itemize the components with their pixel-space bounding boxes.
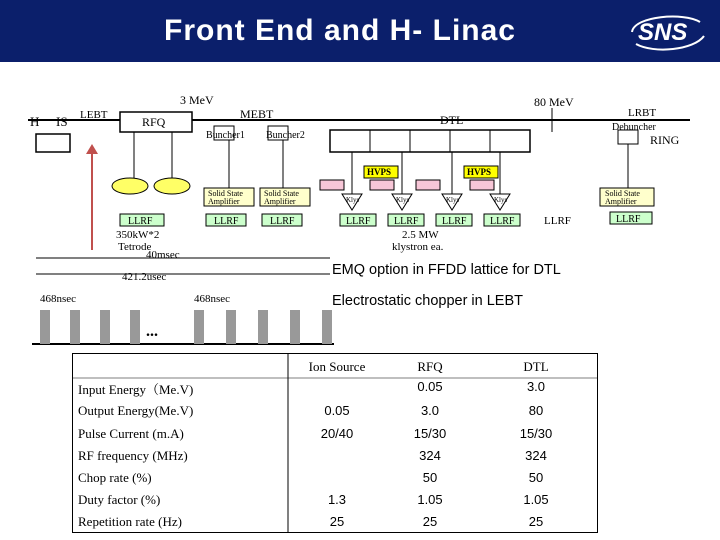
pulse-2	[70, 310, 80, 344]
label-llrf-dtl-2: LLRF	[394, 216, 419, 227]
pulse-1	[40, 310, 50, 344]
label-llrf-dtl-3: LLRF	[442, 216, 467, 227]
row-label-pulse-current: Pulse Current (m.A)	[78, 426, 184, 441]
pulse-4	[130, 310, 140, 344]
cell-rf-frequency-rfq: 324	[419, 448, 441, 463]
klys-mod-2	[370, 180, 394, 190]
ssa-mebt-1-line2: Amplifier	[208, 197, 240, 206]
label-rfq: RFQ	[142, 115, 166, 129]
cell-chop-rate-dtl: 50	[528, 470, 544, 485]
cell-duty-factor-dtl: 1.05	[523, 492, 549, 507]
klys-mod-4	[470, 180, 494, 190]
pulse-9	[322, 310, 332, 344]
ssa-mebt-2-line1: Solid State	[264, 189, 299, 198]
logo-text: SNS	[638, 19, 688, 46]
tetrode-1	[112, 178, 148, 194]
label-klys-1: Klys	[346, 196, 360, 204]
label-klys-3: Klys	[446, 196, 460, 204]
pulse-5	[194, 310, 204, 344]
col-header-rfq: RFQ	[417, 359, 443, 374]
label-tetrode-power: 350kW*2	[116, 229, 160, 241]
label-pulse-40: 40msec	[146, 249, 180, 261]
pulse-6	[226, 310, 236, 344]
ssa-mebt-2-line2: Amplifier	[264, 197, 296, 206]
label-dtl: DTL	[440, 113, 464, 127]
cell-output-energy-is: 0.05	[324, 403, 350, 418]
cell-input-energy-dtl: 3.0	[526, 379, 546, 394]
parameter-table	[72, 353, 598, 533]
cell-rf-frequency-dtl: 324	[525, 448, 547, 463]
linac-schematic	[0, 90, 720, 350]
label-klystron-power: 2.5 MW	[402, 229, 439, 241]
label-klystron-count: klystron ea.	[392, 241, 444, 253]
label-80mev: 80 MeV	[534, 95, 574, 109]
label-lebt: LEBT	[80, 109, 108, 121]
cell-output-energy-rfq: 3.0	[420, 403, 440, 418]
klys-mod-1	[320, 180, 344, 190]
ssa-debuncher-line1: Solid State	[605, 189, 640, 198]
ssa-mebt-1-line1: Solid State	[208, 189, 243, 198]
cell-pulse-current-dtl: 15/30	[519, 426, 553, 441]
row-label-duty-factor: Duty factor (%)	[78, 492, 161, 507]
cell-chop-rate-rfq: 50	[422, 470, 438, 485]
dtl-box	[330, 130, 530, 152]
label-llrf-dtl-1: LLRF	[346, 216, 371, 227]
pulse-dots: ...	[146, 323, 158, 340]
label-is: IS	[56, 114, 68, 129]
col-header-ion-source: Ion Source	[308, 359, 366, 374]
cell-duty-factor-is: 1.3	[327, 492, 347, 507]
label-debuncher: Debuncher	[612, 122, 656, 133]
label-tetrode: Tetrode	[118, 241, 152, 253]
label-llrf-dtl-4: LLRF	[490, 216, 515, 227]
label-klys-2: Klys	[396, 196, 410, 204]
label-llrf-rfq: LLRF	[128, 216, 153, 227]
row-label-chop-rate: Chop rate (%)	[78, 470, 152, 485]
cell-repetition-rate-is: 25	[329, 514, 345, 529]
label-klys-4: Klys	[494, 196, 508, 204]
label-3mev: 3 MeV	[180, 93, 214, 107]
label-pulse-468a: 468nsec	[40, 293, 77, 305]
pulse-7	[258, 310, 268, 344]
label-hvps-2: HVPS	[467, 167, 492, 177]
note-emq: EMQ option in FFDD lattice for DTL	[332, 262, 561, 278]
label-mebt: MEBT	[240, 107, 274, 121]
cell-duty-factor-rfq: 1.05	[417, 492, 443, 507]
label-ring: RING	[650, 133, 680, 147]
cell-pulse-current-is: 20/40	[320, 426, 354, 441]
label-llrf-debuncher: LLRF	[616, 214, 641, 225]
slide-title: Front End and H- Linac	[164, 14, 516, 47]
note-chopper: Electrostatic chopper in LEBT	[332, 293, 524, 309]
col-header-dtl: DTL	[523, 359, 549, 374]
label-pulse-468b: 468nsec	[194, 293, 231, 305]
cell-repetition-rate-rfq: 25	[422, 514, 438, 529]
label-buncher1: Buncher1	[206, 130, 245, 141]
row-label-output-energy: Output Energy(Me.V)	[78, 403, 194, 418]
row-label-repetition-rate: Repetition rate (Hz)	[78, 514, 182, 529]
row-label-input-energy: Input Energy（Me.V)	[78, 382, 194, 397]
klys-mod-3	[416, 180, 440, 190]
pulse-3	[100, 310, 110, 344]
cell-repetition-rate-dtl: 25	[528, 514, 544, 529]
label-buncher2: Buncher2	[266, 130, 305, 141]
tetrode-2	[154, 178, 190, 194]
cell-input-energy-rfq: 0.05	[417, 379, 443, 394]
label-llrf-dtl-extra: LLRF	[544, 215, 571, 227]
pulse-8	[290, 310, 300, 344]
row-label-rf-frequency: RF frequency (MHz)	[78, 448, 188, 463]
cell-output-energy-dtl: 80	[528, 403, 544, 418]
label-llrf-mebt-1: LLRF	[214, 216, 239, 227]
label-h-minus: H⁻	[30, 114, 47, 129]
label-pulse-421: 421.2usec	[122, 271, 167, 283]
label-hvps-1: HVPS	[367, 167, 392, 177]
ion-source-box	[36, 134, 70, 152]
label-lrbt: LRBT	[628, 107, 657, 119]
label-llrf-mebt-2: LLRF	[270, 216, 295, 227]
cell-pulse-current-rfq: 15/30	[413, 426, 447, 441]
ssa-debuncher-line2: Amplifier	[605, 197, 637, 206]
sns-logo	[624, 8, 710, 56]
